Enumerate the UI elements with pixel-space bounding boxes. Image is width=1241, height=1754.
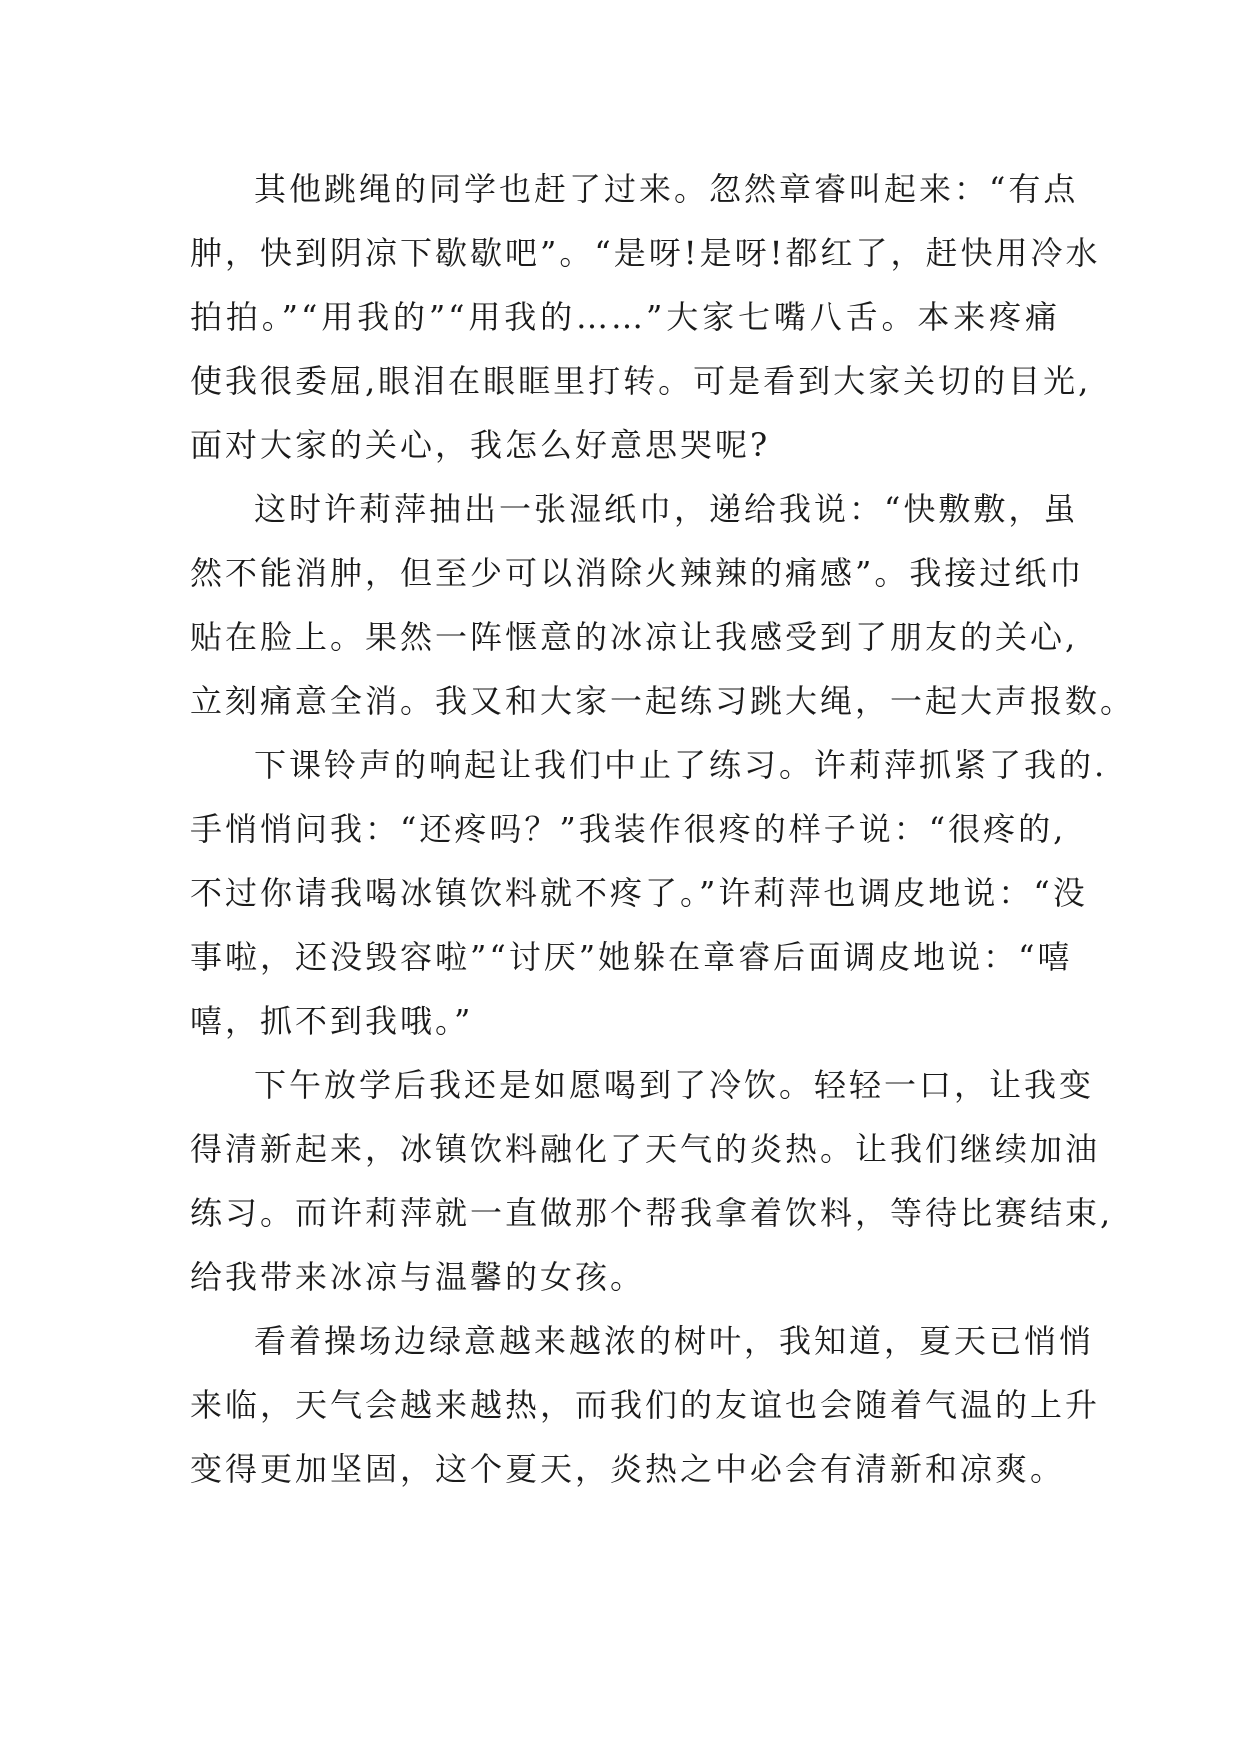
paragraph-3 [190,733,1108,1053]
paragraph-line: 变得更加坚固，这个夏天，炎热之中必会有清新和凉爽。 [190,1450,1066,1488]
paragraph-1 [190,157,1101,477]
paragraph-line: 立刻痛意全消。我又和大家一起练习跳大绳，一起大声报数。 [190,682,1136,720]
paragraph-line: 得清新起来，冰镇饮料融化了天气的炎热。让我们继续加油 [190,1130,1101,1168]
paragraph-line: 面对大家的关心，我怎么好意思哭呢? [190,426,771,464]
paragraph-line: 肿，快到阴凉下歇歇吧”。“是呀!是呀!都红了，赶快用冷水 [190,234,1101,272]
paragraph-line: 看着操场边绿意越来越浓的树叶，我知道，夏天已悄悄 [254,1322,1095,1360]
paragraph-line: 使我很委屈,眼泪在眼眶里打转。可是看到大家关切的目光, [190,362,1092,400]
paragraph-line: 拍拍。”“用我的”“用我的……”大家七嘴八舌。本来疼痛 [190,298,1060,336]
document-body [190,157,1136,1501]
paragraph-line: 嘻，抓不到我哦。” [190,1002,474,1040]
paragraph-5 [190,1309,1101,1501]
paragraph-2 [190,477,1136,733]
paragraph-line: 这时许莉萍抽出一张湿纸巾，递给我说：“快敷敷，虽 [254,490,1079,528]
paragraph-line: 其他跳绳的同学也赶了过来。忽然章睿叫起来：“有点 [254,170,1079,208]
paragraph-line: 来临，天气会越来越热，而我们的友谊也会随着气温的上升 [190,1386,1101,1424]
paragraph-line: 不过你请我喝冰镇饮料就不疼了。”许莉萍也调皮地说：“没 [190,874,1088,912]
paragraph-line: 然不能消肿，但至少可以消除火辣辣的痛感”。我接过纸巾 [190,554,1085,592]
paragraph-line: 手悄悄问我：“还疼吗？”我装作很疼的样子说：“很疼的, [190,810,1067,848]
paragraph-line: 练习。而许莉萍就一直做那个帮我拿着饮料，等待比赛结束, [190,1194,1114,1232]
paragraph-line: 给我带来冰凉与温馨的女孩。 [190,1258,646,1296]
paragraph-line: 下午放学后我还是如愿喝到了冷饮。轻轻一口，让我变 [254,1066,1095,1104]
paragraph-line: 下课铃声的响起让我们中止了练习。许莉萍抓紧了我的. [254,746,1108,784]
paragraph-line: 事啦，还没毁容啦”“讨厌”她躲在章睿后面调皮地说：“嘻 [190,938,1073,976]
paragraph-4 [190,1053,1114,1309]
paragraph-line: 贴在脸上。果然一阵惬意的冰凉让我感受到了朋友的关心, [190,618,1079,656]
